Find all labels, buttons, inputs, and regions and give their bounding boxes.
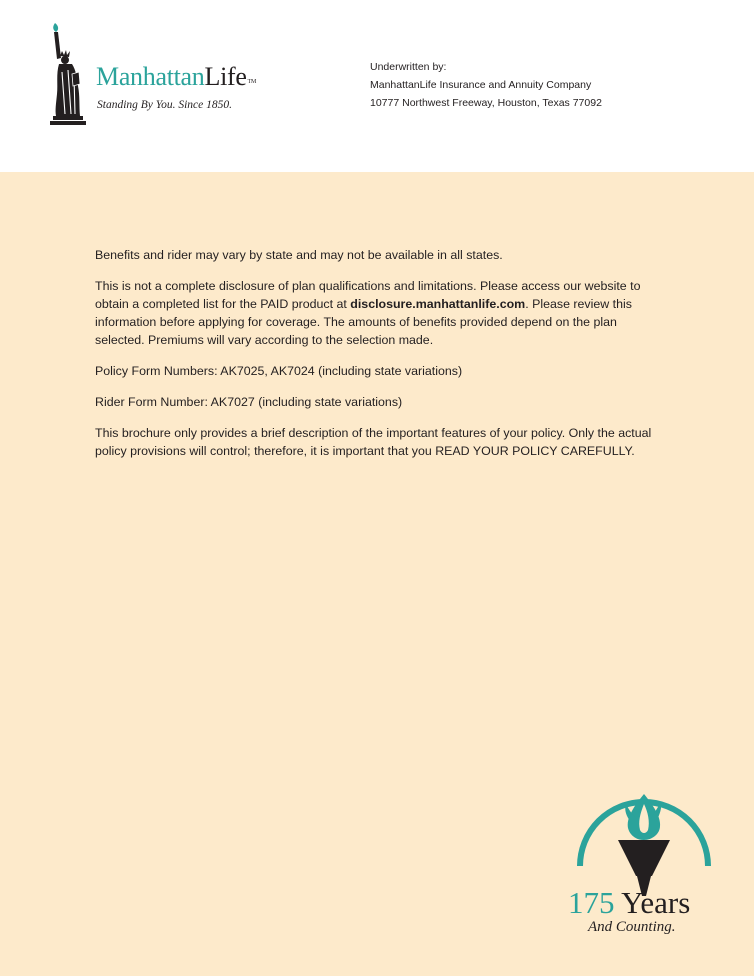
underwriter-label: Underwritten by: — [370, 61, 447, 73]
underwriter-address: 10777 Northwest Freeway, Houston, Texas 77092 — [370, 97, 602, 109]
underwriter-company: ManhattanLife Insurance and Annuity Company — [370, 79, 592, 91]
disclosure-text-start: This is not a complete disclosure of plan qualifications and limitations. Please access our website to obtain a completed list for the PAID product at — [95, 279, 641, 311]
read-policy-notice: This brochure only provides a brief description of the important features of your policy. Only the actual policy provisions will control; therefore, it is important that you READ YOUR POLICY CAREFULLY. — [95, 426, 652, 458]
disclosure-website-link[interactable]: disclosure.manhattanlife.com — [350, 297, 526, 311]
brand-tagline: Standing By You. Since 1850. — [97, 99, 233, 111]
header-band — [0, 0, 754, 172]
brand-name-dark: Life — [204, 62, 247, 91]
rider-form-number: Rider Form Number: AK7027 (including state variations) — [95, 395, 403, 409]
anniversary-number: 175 — [568, 885, 615, 920]
anniversary-subline: And Counting. — [588, 919, 676, 935]
statue-of-liberty-icon — [46, 22, 96, 126]
disclosure-content — [95, 246, 665, 473]
state-availability-note: Benefits and rider may vary by state and may not be available in all states. — [95, 248, 503, 262]
brand-name-colored: Manhattan — [96, 62, 205, 91]
brand-wordmark — [96, 62, 256, 97]
policy-form-numbers: Policy Form Numbers: AK7025, AK7024 (including state variations) — [95, 364, 463, 378]
disclosure-paragraph — [95, 277, 665, 349]
underwriter-block — [370, 58, 602, 112]
disclosure-text-end: . Please review this information before applying for coverage. The amounts of benefits provided depend on the plan selected. Premiums will vary according to the selection made. — [95, 297, 632, 347]
anniversary-years — [568, 886, 690, 920]
anniversary-word: Years — [621, 885, 691, 920]
trademark-mark: TM — [247, 79, 257, 85]
